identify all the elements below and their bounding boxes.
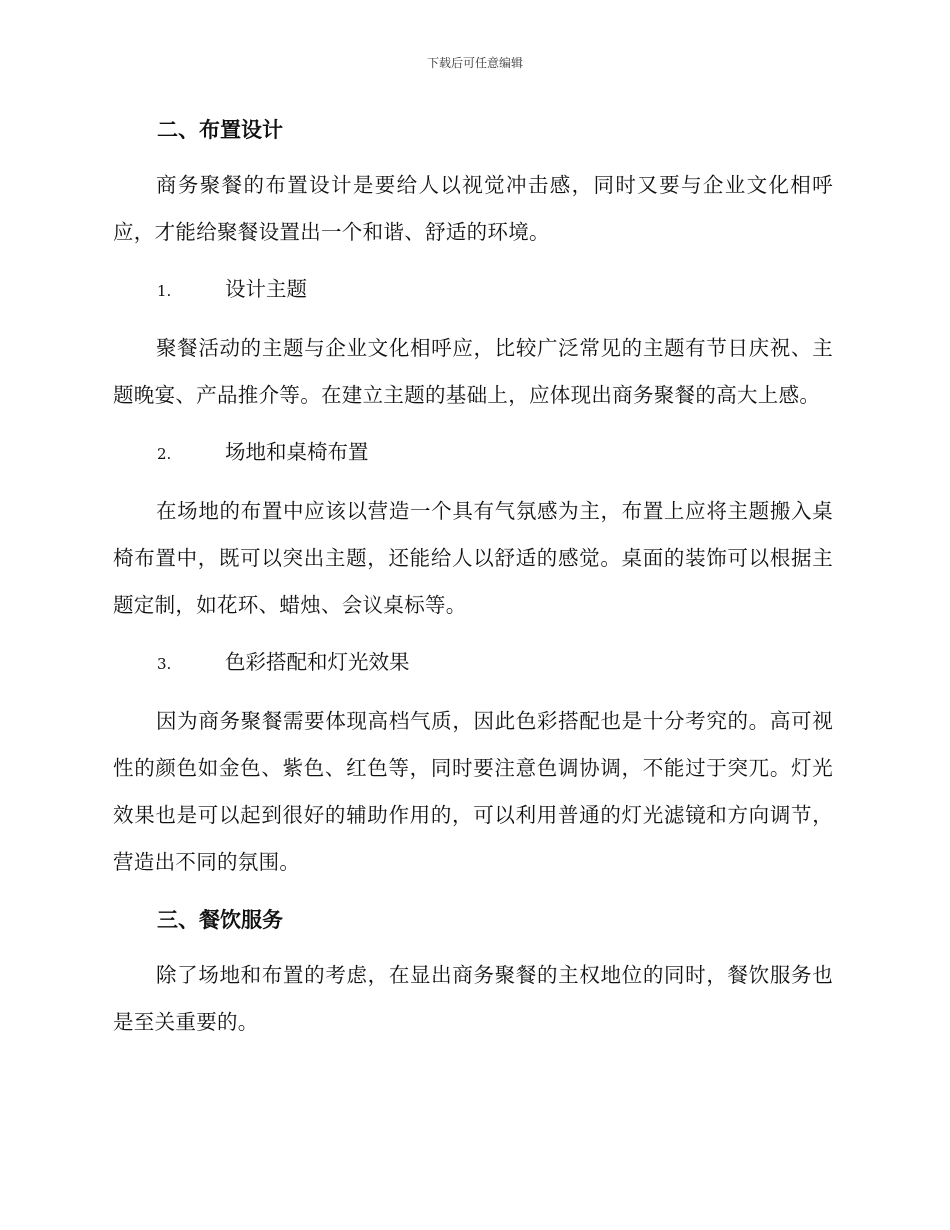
item-number: 2.: [157, 445, 172, 463]
item-number: 1.: [157, 282, 172, 300]
numbered-subheading-theme: [113, 266, 833, 315]
item-title: 色彩搭配和灯光效果: [225, 650, 410, 674]
section-heading-catering: 三、餐饮服务: [157, 908, 283, 932]
item-title: 设计主题: [225, 277, 307, 301]
section-heading-layout-design: 二、布置设计: [157, 118, 283, 142]
numbered-subheading-venue: [113, 429, 833, 478]
document-body: [113, 108, 833, 1046]
color-lighting-paragraph: 因为商务聚餐需要体现高档气质，因此色彩搭配也是十分考究的。高可视性的颜色如金色、紫色、红色等，同时要注意色调协调，不能过于突兀。灯光效果也是可以起到很好的辅助作用的，可以利用普通的灯光滤镜和方向调节，营造出不同的氛围。: [113, 709, 833, 874]
page-header-note: 下载后可任意编辑: [426, 56, 523, 70]
theme-paragraph: 聚餐活动的主题与企业文化相呼应，比较广泛常见的主题有节日庆祝、主题晚宴、产品推介等。在建立主题的基础上，应体现出商务聚餐的高大上感。: [113, 336, 833, 407]
item-title: 场地和桌椅布置: [225, 440, 369, 464]
numbered-subheading-color-lighting: [113, 639, 833, 688]
section-intro-paragraph: 商务聚餐的布置设计是要给人以视觉冲击感，同时又要与企业文化相呼应，才能给聚餐设置出一个和谐、舒适的环境。: [113, 173, 833, 244]
catering-paragraph: 除了场地和布置的考虑，在显出商务聚餐的主权地位的同时，餐饮服务也是至关重要的。: [113, 963, 833, 1034]
venue-paragraph: 在场地的布置中应该以营造一个具有气氛感为主，布置上应将主题搬入桌椅布置中，既可以突出主题，还能给人以舒适的感觉。桌面的装饰可以根据主题定制，如花环、蜡烛、会议桌标等。: [113, 499, 833, 617]
item-number: 3.: [157, 655, 172, 673]
